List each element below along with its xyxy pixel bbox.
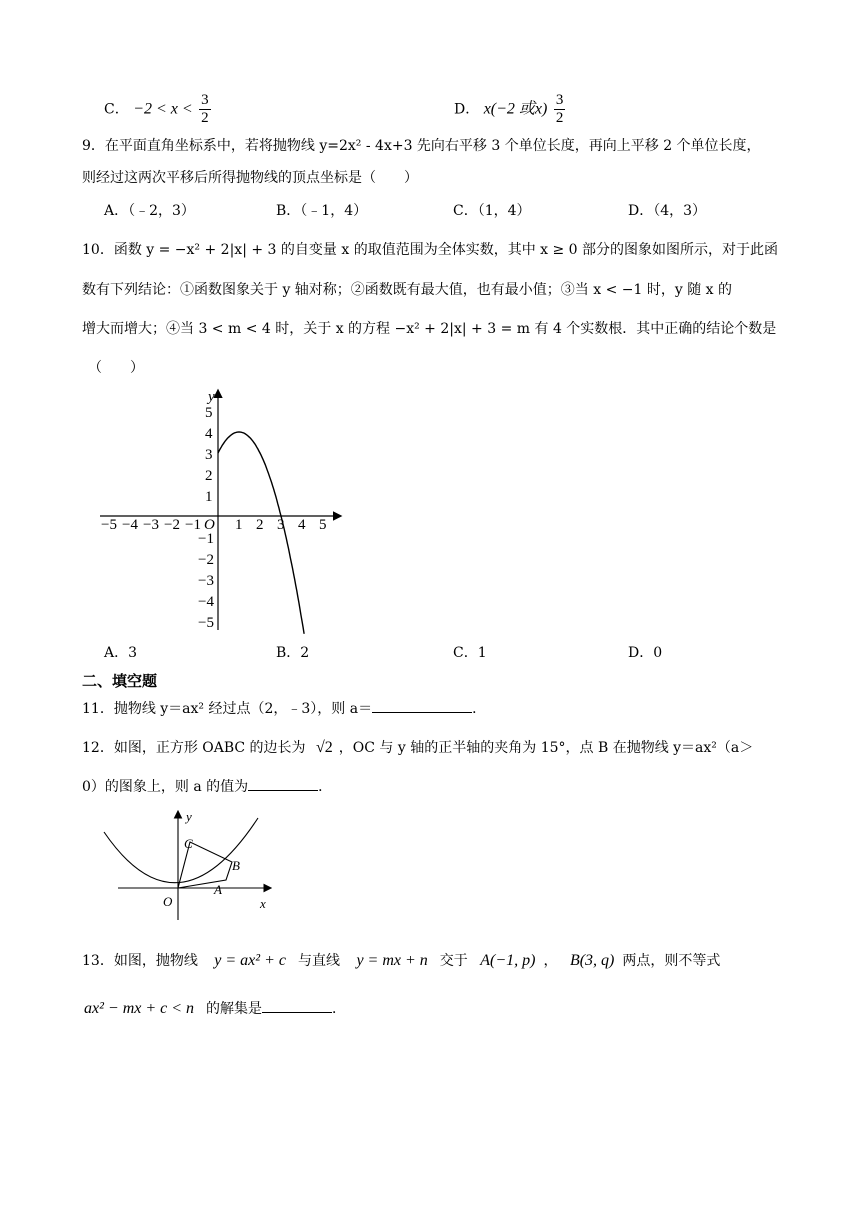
y-tick-label: −1	[198, 531, 214, 547]
q9-option-d: D．（4，3）	[628, 203, 707, 219]
x-tick-label: 4	[298, 517, 306, 533]
section-heading: 二、填空题	[82, 672, 158, 690]
fraction-denominator: 2	[555, 110, 564, 126]
sqrt-two: √2	[316, 739, 333, 756]
y-axis-label: y	[186, 809, 192, 824]
q13-text: 的解集是	[206, 1001, 263, 1017]
x-tick-label: −2	[164, 517, 180, 533]
y-tick-label: 2	[205, 468, 213, 484]
q9-option-a: A．（﹣2，3）	[104, 203, 195, 219]
q12-text: 12．如图，正方形 OABC 的边长为	[82, 740, 306, 756]
y-axis-label: y	[208, 389, 215, 405]
q12-text: 0）的图象上，则 a 的值为	[82, 779, 249, 795]
q12-text: ，OC 与 y 轴的正半轴的夹角为 15°，点 B 在抛物线 y＝ax²（a＞	[338, 740, 754, 756]
point-o-label: O	[163, 894, 173, 909]
y-tick-label: 3	[205, 447, 213, 463]
q13-text: 13．如图，抛物线	[82, 953, 198, 969]
origin-label: O	[204, 517, 215, 533]
q10-option-c: C．1	[453, 645, 487, 661]
q11-text: 11．抛物线 y＝ax² 经过点（2，﹣3），则 a＝	[82, 701, 373, 717]
q8-option-d	[454, 92, 567, 127]
q13-text: ，	[543, 953, 558, 969]
fraction-denominator: 2	[201, 110, 209, 126]
option-math: −2 < x <	[133, 100, 193, 118]
q12-end: ．	[318, 779, 333, 795]
x-axis-label: x	[260, 896, 266, 911]
answer-blank[interactable]	[372, 698, 472, 713]
q13-point-b: B(3, q)	[569, 952, 615, 969]
q12-line-2	[82, 776, 332, 797]
q10-line-3: 增大而增大；④当 3 < m < 4 时，关于 x 的方程 −x² + 2|x| + 3 = m 有 4 个实数根．其中正确的结论个数是	[82, 321, 777, 337]
x-tick-label: 2	[256, 517, 264, 533]
q10-function-graph	[92, 385, 352, 635]
q10-line-4: （ ）	[88, 360, 144, 376]
x-tick-label: −3	[143, 517, 159, 533]
point-c-label: C	[184, 836, 193, 851]
y-tick-label: −2	[198, 552, 214, 568]
option-label: C．	[104, 101, 129, 118]
q13-text: 与直线	[297, 953, 340, 969]
y-tick-label: 4	[205, 426, 213, 442]
q8-option-c	[104, 92, 213, 127]
answer-blank[interactable]	[248, 776, 318, 791]
q9-option-c: C．（1，4）	[453, 203, 531, 219]
fraction-numerator: 3	[201, 92, 209, 108]
q12-line-1	[82, 738, 753, 758]
x-tick-label: 1	[235, 517, 243, 533]
q9-line-2: 则经过这两次平移后所得抛物线的顶点坐标是（ ）	[82, 170, 418, 186]
q13-text: 交于	[439, 953, 468, 969]
q13-end: ．	[332, 1001, 347, 1017]
q10-line-1: 10．函数 y = −x² + 2|x| + 3 的自变量 x 的取值范围为全体实数，其中 x ≥ 0 部分的图象如图所示，对于此函	[82, 242, 779, 258]
q9-line-1: 9．在平面直角坐标系中，若将抛物线 y=2x² - 4x+3 先向右平移 3 个单位长度，再向上平移 2 个单位长度，	[82, 138, 761, 154]
y-tick-label: −5	[198, 615, 214, 631]
x-tick-label: 3	[277, 517, 285, 533]
q10-option-d: D．0	[628, 645, 663, 661]
q13-line-1	[82, 951, 720, 971]
q13-line-2	[84, 998, 346, 1019]
q10-option-a: A．3	[104, 645, 138, 661]
answer-blank[interactable]	[262, 998, 332, 1013]
q11-end: ．	[472, 701, 487, 717]
fraction	[554, 92, 566, 127]
parabola-curve	[104, 818, 258, 883]
x-tick-label: −5	[101, 517, 117, 533]
fraction	[199, 92, 211, 127]
y-tick-label: −3	[198, 573, 214, 589]
y-tick-label: −4	[198, 594, 214, 610]
q12-square-parabola-figure	[100, 808, 282, 928]
q9-option-b: B．（﹣1，4）	[276, 203, 368, 219]
point-a-label: A	[214, 882, 222, 897]
q10-line-2: 数有下列结论：①函数图象关于 y 轴对称；②函数既有最大值，也有最小值；③当 x < −1 时，y 随 x 的	[82, 282, 733, 298]
q13-point-a: A(−1, p)	[480, 952, 536, 969]
q11	[82, 698, 486, 719]
option-math: x(−2 或x)	[483, 100, 548, 118]
q13-line-expr: y = mx + n	[356, 952, 428, 969]
fraction-numerator: 3	[555, 92, 564, 108]
q10-option-b: B．2	[276, 645, 310, 661]
y-tick-label: 5	[205, 405, 213, 421]
x-tick-label: −4	[122, 517, 138, 533]
q13-text: 两点，则不等式	[622, 953, 721, 969]
q13-parabola-expr: y = ax² + c	[214, 952, 286, 969]
q13-inequality: ax² − mx + c < n	[84, 1000, 195, 1017]
point-b-label: B	[232, 858, 240, 873]
option-label: D．	[454, 101, 480, 118]
x-tick-label: 5	[319, 517, 327, 533]
x-tick-label: −1	[185, 517, 201, 533]
y-tick-label: 1	[205, 489, 213, 505]
